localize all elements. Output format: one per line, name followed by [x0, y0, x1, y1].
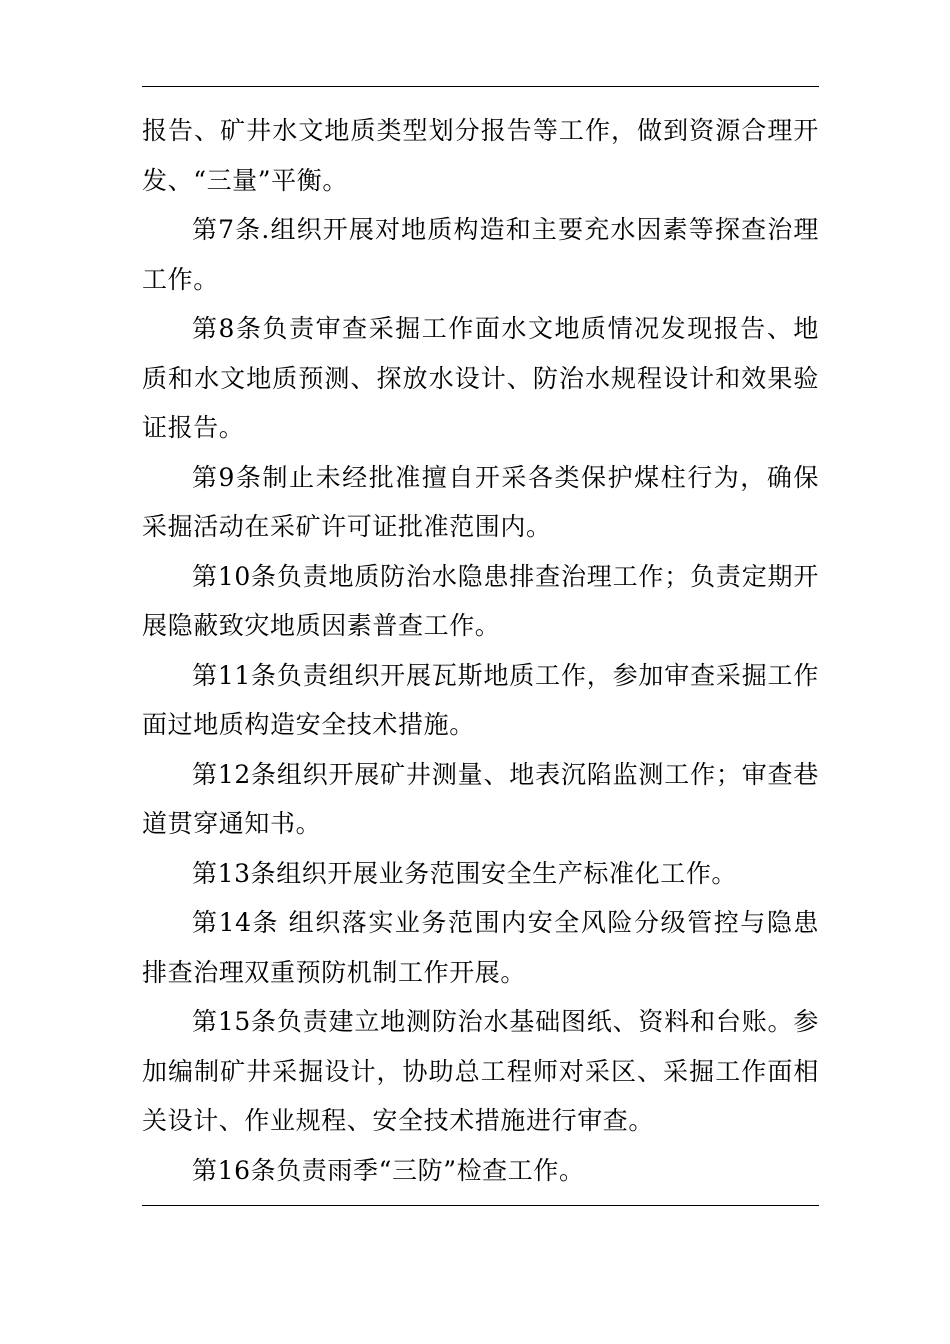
article-8: 第8条负责审查采掘工作面水文地质情况发现报告、地质和水文地质预测、探放水设计、防治水规程设计和效果验证报告。: [142, 314, 819, 442]
article-15: 第15条负责建立地测防治水基础图纸、资料和台账。参加编制矿井采掘设计，协助总工程师对采区、采掘工作面相关设计、作业规程、安全技术措施进行审查。: [142, 1007, 819, 1135]
article-7: 第7条.组织开展对地质构造和主要充水因素等探查治理工作。: [142, 215, 819, 294]
article-14: 第14条 组织落实业务范围内安全风险分级管控与隐患排查治理双重预防机制工作开展。: [142, 908, 819, 987]
article-10: 第10条负责地质防治水隐患排查治理工作；负责定期开展隐蔽致灾地质因素普查工作。: [142, 561, 819, 640]
document-body: [142, 106, 819, 1195]
article-13: 第13条组织开展业务范围安全生产标准化工作。: [192, 858, 738, 888]
article-11: 第11条负责组织开展瓦斯地质工作，参加审查采掘工作面过地质构造安全技术措施。: [142, 660, 819, 739]
article-9: 第9条制止未经批准擅自开采各类保护煤柱行为，确保采掘活动在采矿许可证批准范围内。: [142, 462, 819, 541]
header-divider: [142, 86, 819, 87]
article-12: 第12条组织开展矿井测量、地表沉陷监测工作；审查巷道贯穿通知书。: [142, 759, 819, 838]
paragraph-continuation: 报告、矿井水文地质类型划分报告等工作，做到资源合理开发、“三量”平衡。: [142, 116, 819, 195]
footer-divider: [142, 1205, 819, 1206]
article-16: 第16条负责雨季“三防”检查工作。: [192, 1155, 585, 1185]
